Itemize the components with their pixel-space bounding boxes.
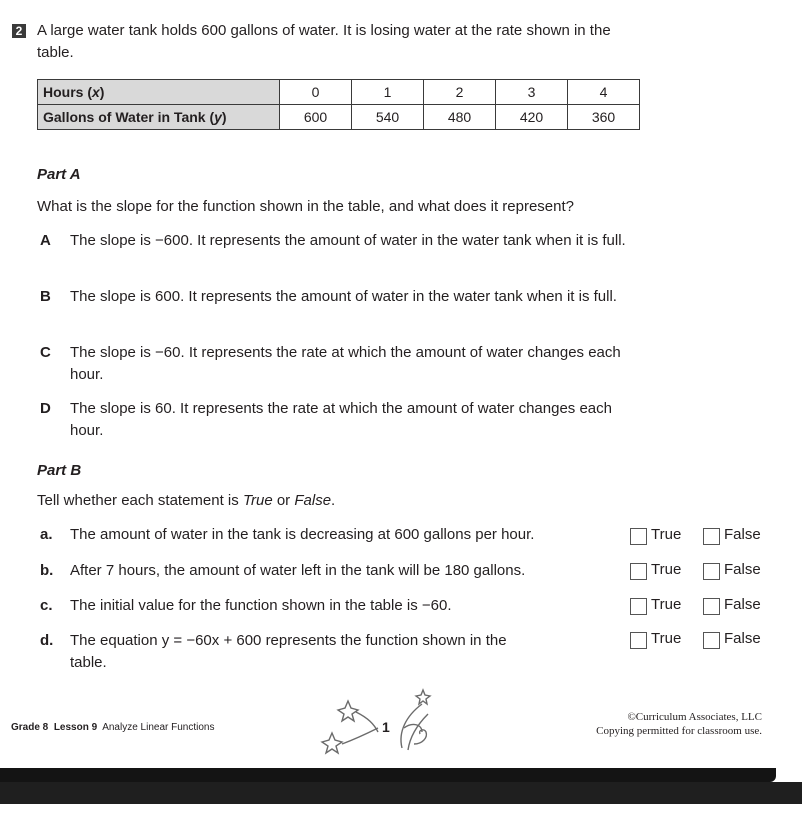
- true-label: True: [651, 561, 682, 578]
- statement-letter: d.: [40, 632, 54, 649]
- row-header-gallons: Gallons of Water in Tank (y): [38, 105, 280, 130]
- false-label: False: [724, 561, 761, 578]
- option-letter: C: [40, 344, 51, 361]
- question-number-badge: 2: [12, 24, 26, 38]
- false-checkbox[interactable]: [703, 598, 720, 615]
- page-number: 1: [382, 719, 390, 735]
- part-a-prompt: What is the slope for the function shown in the table, and what does it represent?: [37, 198, 574, 215]
- table-row-gallons: [38, 105, 640, 130]
- statement-letter: a.: [40, 526, 53, 543]
- option-letter: D: [40, 400, 51, 417]
- question-text: A large water tank holds 600 gallons of water. It is losing water at the rate shown in the table.: [37, 22, 611, 61]
- table-cell: 540: [352, 105, 424, 130]
- option-letter: A: [40, 232, 51, 249]
- table-cell: 480: [424, 105, 496, 130]
- true-label: True: [651, 630, 682, 647]
- footer-copyright: [596, 710, 762, 738]
- statement-text: After 7 hours, the amount of water left in the tank will be 180 gallons.: [70, 562, 526, 579]
- footer-grade: Grade 8: [11, 722, 49, 733]
- footer-topic: Analyze Linear Functions: [102, 722, 215, 733]
- part-b-title: Part B: [37, 462, 82, 479]
- statement-text: The amount of water in the tank is decreasing at 600 gallons per hour.: [70, 526, 535, 543]
- option-text: The slope is 60. It represents the rate at which the amount of water changes each hour.: [70, 400, 612, 439]
- data-table: [37, 79, 640, 130]
- part-a-title: Part A: [37, 166, 81, 183]
- shooting-stars-icon: [318, 688, 438, 764]
- row-header-hours: Hours (x): [38, 80, 280, 105]
- table-cell: 600: [280, 105, 352, 130]
- statement-letter: c.: [40, 597, 53, 614]
- true-checkbox[interactable]: [630, 598, 647, 615]
- permission-line: Copying permitted for classroom use.: [596, 725, 762, 737]
- option-text: The slope is −60. It represents the rate at which the amount of water changes each hour.: [70, 344, 621, 383]
- footer-lesson: Lesson 9: [53, 722, 98, 733]
- option-text: The slope is 600. It represents the amount of water in the water tank when it is full.: [70, 288, 617, 305]
- false-checkbox[interactable]: [703, 563, 720, 580]
- table-cell: 0: [280, 80, 352, 105]
- true-label: True: [651, 526, 682, 543]
- true-label: True: [651, 596, 682, 613]
- table-row-hours: [38, 80, 640, 105]
- false-checkbox[interactable]: [703, 528, 720, 545]
- part-b-prompt: Tell whether each statement is True or False.: [37, 492, 336, 509]
- false-label: False: [724, 596, 761, 613]
- footer-lesson-info: [11, 722, 214, 733]
- false-checkbox[interactable]: [703, 632, 720, 649]
- option-text: The slope is −600. It represents the amount of water in the water tank when it is full.: [70, 232, 626, 249]
- statement-letter: b.: [40, 562, 54, 579]
- dark-edge-bar: [0, 768, 776, 782]
- table-cell: 420: [496, 105, 568, 130]
- table-cell: 360: [568, 105, 640, 130]
- statement-text: The initial value for the function shown in the table is −60.: [70, 597, 452, 614]
- table-cell: 3: [496, 80, 568, 105]
- true-checkbox[interactable]: [630, 528, 647, 545]
- statement-text: The equation y = −60x + 600 represents the function shown in the table.: [70, 632, 507, 671]
- table-cell: 4: [568, 80, 640, 105]
- true-checkbox[interactable]: [630, 632, 647, 649]
- bottom-margin: [0, 804, 802, 829]
- false-label: False: [724, 526, 761, 543]
- copyright-line: ©Curriculum Associates, LLC: [627, 711, 762, 723]
- table-cell: 1: [352, 80, 424, 105]
- option-letter: B: [40, 288, 51, 305]
- dark-bottom-bar: [0, 782, 802, 804]
- false-label: False: [724, 630, 761, 647]
- table-cell: 2: [424, 80, 496, 105]
- true-checkbox[interactable]: [630, 563, 647, 580]
